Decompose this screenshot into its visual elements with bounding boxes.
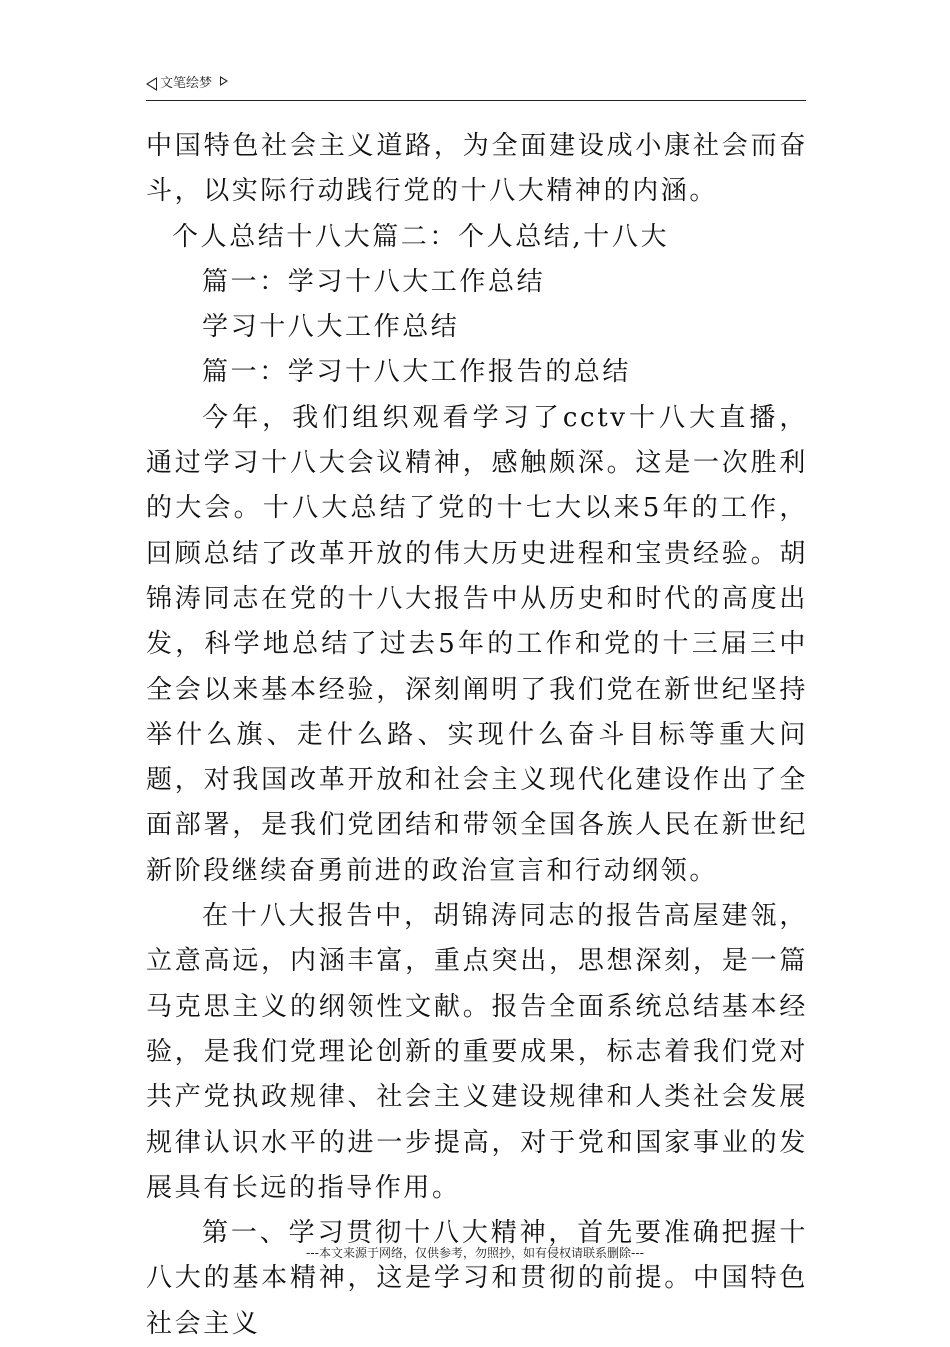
- triangle-right-icon: [220, 76, 228, 86]
- section-heading: 个人总结十八大篇二：个人总结,十八大: [172, 221, 670, 252]
- subheading: 学习十八大工作总结: [202, 312, 460, 343]
- paragraph: 中国特色社会主义道路，为全面建设成小康社会而奋斗，以实际行动践行党的十八大精神的内涵。: [146, 131, 808, 207]
- paragraph: 在十八大报告中，胡锦涛同志的报告高屋建瓴，立意高远，内涵丰富，重点突出，思想深刻，是一篇马克思主义的纲领性文献。报告全面系统总结基本经验，是我们党理论创新的重要成果，标志着我们党对共产党执政规律、社会主义建设规律和人类社会发展规律认识水平的进一步提高，对于党和国家事业的发展具有长远的指导作用。: [146, 901, 808, 1203]
- page-header: [146, 74, 806, 101]
- triangle-left-icon: [146, 77, 157, 91]
- header-title: 文笔绘梦: [160, 76, 213, 91]
- paragraph: 今年，我们组织观看学习了cctv十八大直播，通过学习十八大会议精神，感触颇深。这是一次胜利的大会。十八大总结了党的十七大以来5年的工作，回顾总结了改革开放的伟大历史进程和宝贵经验。胡锦涛同志在党的十八大报告中从历史和时代的高度出发，科学地总结了过去5年的工作和党的十三届三中全会以来基本经验，深刻阐明了我们党在新世纪坚持举什么旗、走什么路、实现什么奋斗目标等重大问题，对我国改革开放和社会主义现代化建设作出了全面部署，是我们党团结和带领全国各族人民在新世纪新阶段继续奋勇前进的政治宣言和行动纲领。: [146, 402, 808, 886]
- paragraph: 第一、学习贯彻十八大精神，首先要准确把握十八大的基本精神，这是学习和贯彻的前提。中国特色社会主义: [146, 1218, 808, 1339]
- subheading: 篇一：学习十八大工作报告的总结: [202, 357, 632, 388]
- page-footer: ---本文来源于网络，仅供参考，勿照抄，如有侵权请联系删除---: [306, 1246, 644, 1260]
- document-body: [146, 124, 808, 1347]
- subheading: 篇一：学习十八大工作总结: [202, 266, 546, 297]
